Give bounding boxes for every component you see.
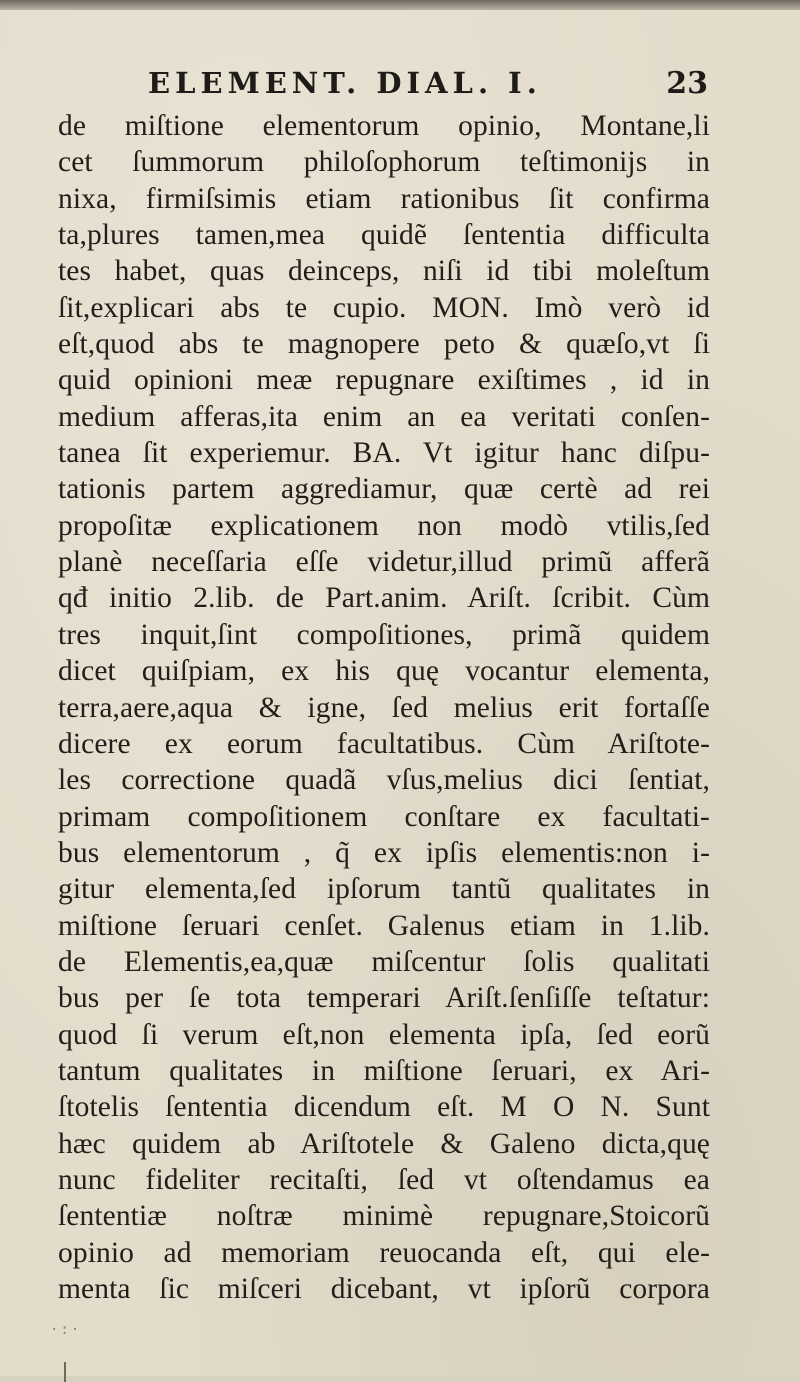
running-title: ELEMENT. DIAL. I. xyxy=(148,66,542,100)
text-line: nixa, firmiſsimis etiam rationibus ſit confirma xyxy=(58,182,710,215)
text-line: quid opinioni meæ repugnare exiſtimes , id in xyxy=(58,364,710,397)
text-line: tes habet, quas deinceps, niſi id tibi moleſtum xyxy=(58,255,710,288)
margin-mark xyxy=(64,1362,66,1382)
text-line: dicet quiſpiam, ex his quę vocantur elementa, xyxy=(58,655,710,688)
text-line: propoſitæ explicationem non modò vtilis,ſed xyxy=(58,509,710,542)
text-line: eſt,quod abs te magnopere peto & quæſo,vt ſi xyxy=(58,328,710,361)
text-line: tantum qualitates in miſtione ſeruari, ex Ari- xyxy=(58,1054,710,1087)
text-line: menta ſic miſceri dicebant, vt ipſorũ corpora xyxy=(58,1273,710,1305)
text-line: dicere ex eorum facultatibus. Cùm Ariſtote- xyxy=(58,727,710,760)
text-line: ſit,explicari abs te cupio. MON. Imò verò id xyxy=(58,291,710,324)
text-line: bus elementorum , q̃ ex ipſis elementis:non i- xyxy=(58,836,710,869)
text-line: tationis partem aggrediamur, quæ certè ad rei xyxy=(58,473,710,506)
text-line: terra,aere,aqua & igne, ſed melius erit fortaſſe xyxy=(58,691,710,724)
text-line: ſententiæ noſtræ minimè repugnare,Stoicorũ xyxy=(58,1200,710,1233)
text-line: de Elementis,ea,quæ miſcentur ſolis qualitati xyxy=(58,945,710,978)
text-line: qđ initio 2.lib. de Part.anim. Ariſt. ſcribit. Cùm xyxy=(58,582,710,615)
text-line: medium afferas,ita enim an ea veritati conſen- xyxy=(58,400,710,433)
page-top-edge xyxy=(0,0,800,10)
text-line: opinio ad memoriam reuocanda eſt, qui ele- xyxy=(58,1236,710,1269)
bottom-ink-marks: ·:· xyxy=(50,1322,82,1338)
text-line: les correctione quadã vſus,melius dici ſentiat, xyxy=(58,764,710,797)
text-line: primam compoſitionem conſtare ex facultati- xyxy=(58,800,710,833)
page-number: 23 xyxy=(666,66,708,101)
text-line: miſtione ſeruari cenſet. Galenus etiam in 1.lib. xyxy=(58,909,710,942)
text-line: gitur elementa,ſed ipſorum tantũ qualitates in xyxy=(58,873,710,906)
text-line: bus per ſe tota temperari Ariſt.ſenſiſſe teſtatur: xyxy=(58,982,710,1015)
text-line: ſtotelis ſententia dicendum eſt. M O N. Sunt xyxy=(58,1091,710,1124)
text-line: tres inquit,ſint compoſitiones, primã quidem xyxy=(58,618,710,651)
text-line: quod ſi verum eſt,non elementa ipſa, ſed eorũ xyxy=(58,1018,710,1051)
text-line: hæc quidem ab Ariſtotele & Galeno dicta,quę xyxy=(58,1127,710,1160)
body-text xyxy=(58,108,710,1307)
running-head xyxy=(148,66,708,106)
text-line: ta,plures tamen,mea quidẽ ſententia difficulta xyxy=(58,219,710,252)
text-line: nunc fideliter recitaſti, ſed vt oſtendamus ea xyxy=(58,1163,710,1196)
text-line: tanea ſit experiemur. BA. Vt igitur hanc diſpu- xyxy=(58,437,710,470)
book-page xyxy=(0,10,800,1376)
text-line: de miſtione elementorum opinio, Montane,li xyxy=(58,110,710,142)
text-line: planè neceſſaria eſſe videtur,illud primũ afferã xyxy=(58,546,710,579)
text-line: cet ſummorum philoſophorum teſtimonijs in xyxy=(58,146,710,179)
